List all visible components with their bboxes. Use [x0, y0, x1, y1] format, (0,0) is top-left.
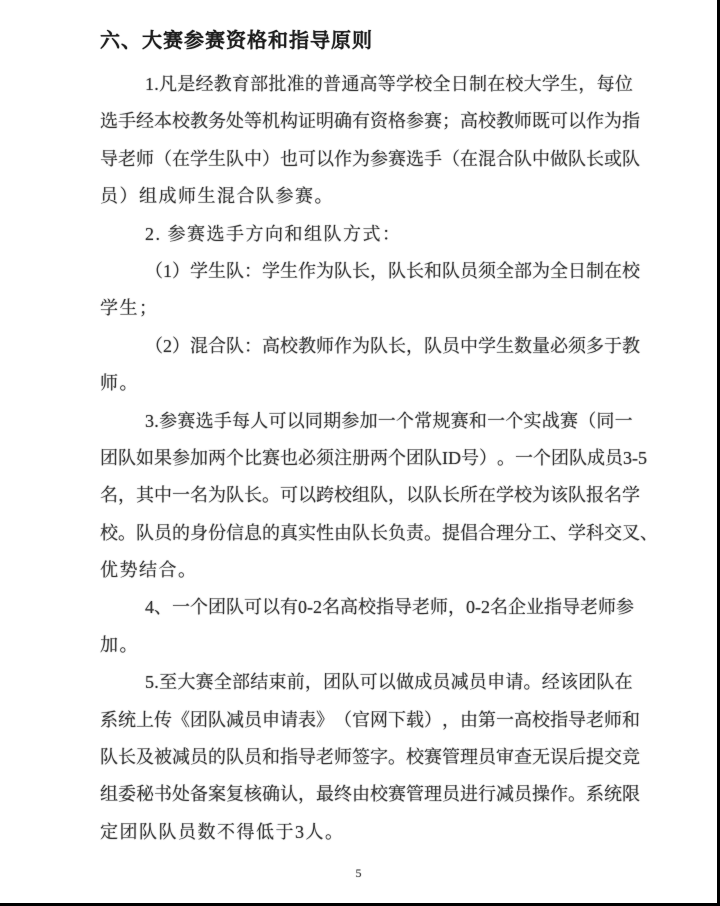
text-line: 团 队 如 果 参 加 两 个 比 赛 也 必 须 注 册 两 个 团 队 I D 号 ） 。 一 个 团 队 成 员 3 - 5	[100, 447, 647, 468]
text-line: 选 手 经 本 校 教 务 处 等 机 构 证 明 确 有 资 格 参 赛 ； 高 校 教 师 既 可 以 作 为 指	[100, 111, 640, 132]
text-line: 员）组成师生混合队参赛。	[100, 186, 334, 207]
text-line: 队 长 及 被 减 员 的 队 员 和 指 导 老 师 签 字 。 校 赛 管 理 员 审 查 无 误 后 提 交 竞	[100, 747, 640, 768]
text-line: 导 老 师 （ 在 学 生 队 中 ） 也 可 以 作 为 参 赛 选 手 （ 在 混 合 队 中 做 队 长 或 队	[100, 148, 640, 169]
text-line: 师。	[100, 373, 139, 394]
text-line: 3 . 参 赛 选 手 每 人 可 以 同 期 参 加 一 个 常 规 赛 和 一 个 实 战 赛 （ 同 一	[145, 410, 633, 431]
text-line: 1 . 凡 是 经 教 育 部 批 准 的 普 通 高 等 学 校 全 日 制 在 校 大 学 生 ， 每 位	[145, 74, 633, 94]
text-line: 定团队队员数不得低于3人。	[100, 821, 345, 842]
page-number: 5	[355, 866, 362, 880]
text-line: （ 2 ） 混 合 队 ： 高 校 教 师 作 为 队 长 ， 队 员 中 学 生 数 量 必 须 多 于 教	[145, 335, 640, 356]
text-line: 校 。 队 员 的 身 份 信 息 的 真 实 性 由 队 长 负 责 。 提 倡 合 理 分 工 、 学 科 交 叉 、	[100, 522, 658, 543]
document-body	[100, 66, 658, 851]
text-line: 学生；	[100, 298, 159, 319]
text-line: 4 、 一 个 团 队 可 以 有 0 - 2 名 高 校 指 导 老 师 ， 0 - 2 名 企 业 指 导 老 师 参	[145, 597, 634, 618]
text-line: 组 委 秘 书 处 备 案 复 核 确 认 ， 最 终 由 校 赛 管 理 员 进 行 减 员 操 作 。 系 统 限	[100, 784, 640, 805]
section-heading: 六、大赛参赛资格和指导原则	[100, 30, 373, 52]
text-line: 2. 参赛选手方向和组队方式：	[145, 223, 402, 244]
text-line: （ 1 ） 学 生 队 ： 学 生 作 为 队 长 ， 队 长 和 队 员 须 全 部 为 全 日 制 在 校	[145, 260, 640, 281]
text-line: 5 . 至 大 赛 全 部 结 束 前 ， 团 队 可 以 做 成 员 减 员 申 请 。 经 该 团 队 在	[145, 672, 633, 693]
text-line: 加。	[100, 634, 139, 655]
text-line: 优势结合。	[100, 560, 198, 581]
text-line: 系 统 上 传 《 团 队 减 员 申 请 表 》 （ 官 网 下 载 ） ， 由 第 一 高 校 指 导 老 师 和	[100, 709, 640, 730]
text-line: 名 ， 其 中 一 名 为 队 长 。 可 以 跨 校 组 队 ， 以 队 长 所 在 学 校 为 该 队 报 名 学	[100, 485, 640, 506]
